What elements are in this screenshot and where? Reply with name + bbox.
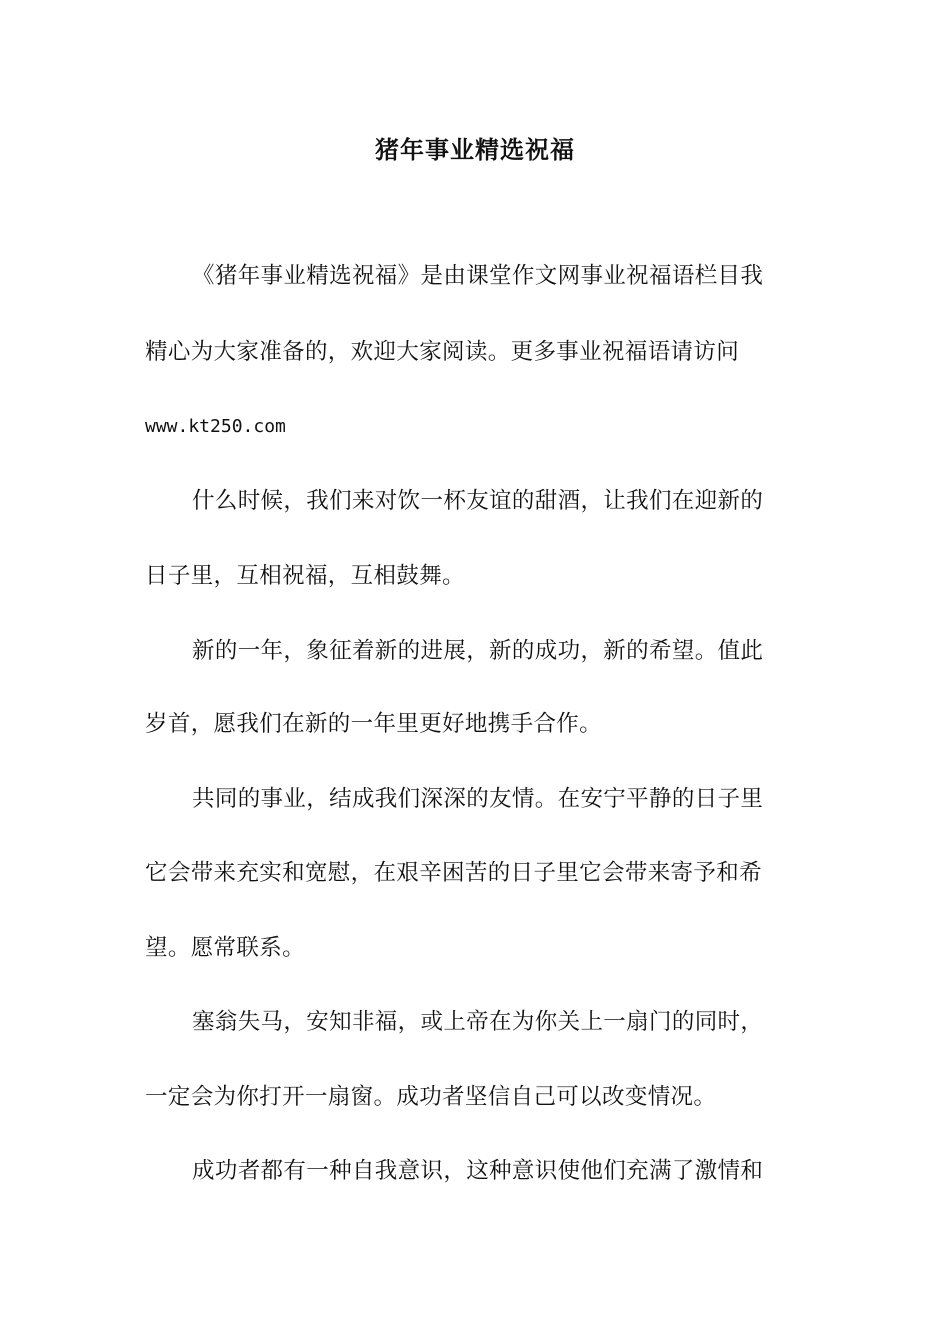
paragraph-line: 《猪年事业精选祝福》是由课堂作文网事业祝福语栏目我 xyxy=(192,263,764,289)
paragraph-line: 岁首，愿我们在新的一年里更好地携手合作。 xyxy=(145,711,603,737)
paragraph-line: 什么时候，我们来对饮一杯友谊的甜酒，让我们在迎新的 xyxy=(192,488,764,514)
paragraph-line: 精心为大家准备的，欢迎大家阅读。更多事业祝福语请访问 xyxy=(145,339,740,365)
website-link[interactable]: www.kt250.com xyxy=(145,416,286,437)
paragraph-line: 共同的事业，结成我们深深的友情。在安宁平静的日子里 xyxy=(192,786,764,812)
paragraph-line: 望。愿常联系。 xyxy=(145,935,305,961)
paragraph-line: 它会带来充实和宽慰，在艰辛困苦的日子里它会带来寄予和希 xyxy=(145,860,762,886)
paragraph-line: 新的一年，象征着新的进展，新的成功，新的希望。值此 xyxy=(192,638,764,664)
paragraph-line: 成功者都有一种自我意识，这种意识使他们充满了激情和 xyxy=(192,1158,764,1184)
paragraph-line: 日子里，互相祝福，互相鼓舞。 xyxy=(145,563,465,589)
document-title: 猪年事业精选祝福 xyxy=(375,136,575,164)
paragraph-line: 塞翁失马，安知非福，或上帝在为你关上一扇门的同时， xyxy=(192,1009,764,1035)
paragraph-line: 一定会为你打开一扇窗。成功者坚信自己可以改变情况。 xyxy=(145,1084,717,1110)
